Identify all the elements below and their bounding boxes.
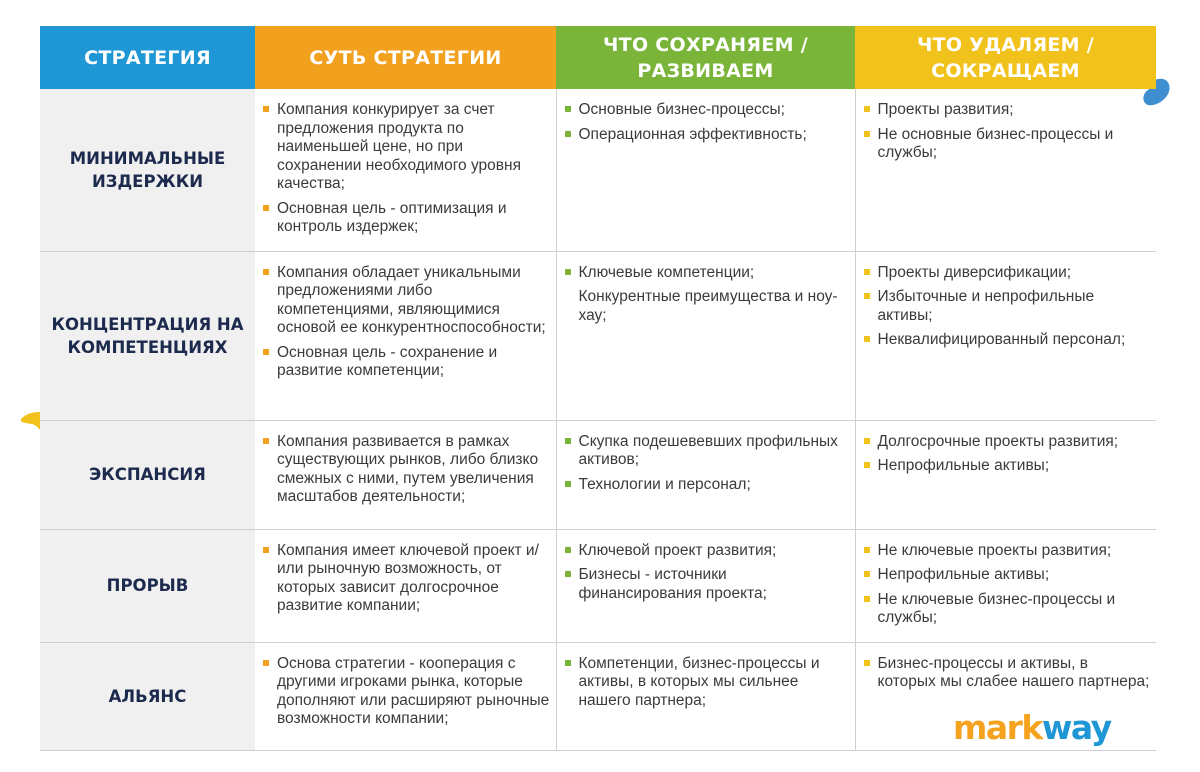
square-bullet-icon — [565, 269, 571, 275]
header-strategy: СТРАТЕГИЯ — [40, 26, 255, 89]
square-bullet-icon — [565, 547, 571, 553]
cell-remove — [855, 251, 1156, 420]
list-item — [864, 126, 1151, 163]
list-item-text: Бизнесы - источники финансирования проекта; — [578, 566, 767, 602]
list-item — [263, 264, 550, 338]
list-item — [565, 433, 849, 470]
list-item-text: Ключевой проект развития; — [578, 541, 777, 559]
cell-keep — [556, 89, 855, 251]
square-bullet-icon — [864, 547, 870, 553]
square-bullet-icon — [864, 293, 870, 299]
list-item-text: Компания имеет ключевой проект и/или рыночную возможность, от которых зависит долгосрочное развитие компании; — [277, 541, 539, 614]
list-item — [263, 542, 550, 616]
square-bullet-icon — [565, 131, 571, 137]
essence-list — [263, 264, 550, 381]
keep-list — [565, 655, 849, 711]
cell-essence — [255, 89, 556, 251]
list-item — [565, 126, 849, 145]
square-bullet-icon — [864, 131, 870, 137]
strategy-row — [40, 89, 1156, 251]
list-item-text: Технологии и персонал; — [578, 475, 751, 493]
list-item — [864, 288, 1151, 325]
strategy-row — [40, 251, 1156, 420]
strategy-name: КОНЦЕНТРАЦИЯ НА КОМПЕТЕНЦИЯХ — [40, 251, 255, 420]
list-item — [565, 655, 849, 711]
cell-keep — [556, 420, 855, 529]
header-essence: СУТЬ СТРАТЕГИИ — [255, 26, 556, 89]
remove-list — [864, 264, 1151, 350]
square-bullet-icon — [864, 660, 870, 666]
essence-list — [263, 542, 550, 616]
list-item — [263, 101, 550, 194]
list-item-text: Компетенции, бизнес-процессы и активы, в которых мы сильнее нашего партнера; — [578, 654, 820, 709]
cell-remove — [855, 529, 1156, 642]
list-item — [864, 433, 1151, 452]
strategy-name: ЭКСПАНСИЯ — [40, 420, 255, 529]
square-bullet-icon — [263, 547, 269, 553]
list-item — [864, 655, 1151, 692]
keep-list — [565, 101, 849, 144]
list-item-text: Неквалифицированный персонал; — [877, 331, 1126, 348]
list-item-text: Основная цель - сохранение и развитие компетенции; — [277, 343, 498, 379]
list-item-text: Скупка подешевевших профильных активов; — [578, 432, 838, 468]
square-bullet-icon — [565, 481, 571, 487]
list-item-text: Конкурентные преимущества и ноу-хау; — [578, 288, 838, 324]
strategy-table — [40, 26, 1156, 751]
list-item — [864, 457, 1151, 476]
remove-list — [864, 655, 1151, 692]
square-bullet-icon — [565, 571, 571, 577]
markway-logo — [953, 708, 1111, 748]
list-item-text: Бизнес-процессы и активы, в которых мы слабее нашего партнера; — [877, 654, 1150, 690]
list-item-text: Непрофильные активы; — [877, 457, 1050, 474]
list-item — [263, 200, 550, 237]
cell-keep — [556, 642, 855, 750]
header-row — [40, 26, 1156, 89]
list-item-text: Основные бизнес-процессы; — [578, 101, 785, 118]
list-item-text: Проекты диверсификации; — [877, 263, 1072, 281]
list-item-text: Компания конкурирует за счет предложения продукта по наименьшей цене, но при сохранении необходимого уровня качества; — [277, 101, 521, 192]
list-item-text: Не основные бизнес-процессы и службы; — [877, 125, 1114, 161]
list-item-text: Основа стратегии - кооперация с другими игроками рынка, которые дополняют или расширяют рыночные возможности компании; — [277, 654, 550, 727]
square-bullet-icon — [263, 205, 269, 211]
square-bullet-icon — [864, 596, 870, 602]
list-item — [864, 566, 1151, 585]
essence-list — [263, 433, 550, 507]
list-item-text: Непрофильные активы; — [877, 566, 1050, 583]
list-item-text: Ключевые компетенции; — [578, 263, 755, 281]
remove-list — [864, 542, 1151, 628]
list-item — [864, 591, 1151, 628]
square-bullet-icon — [864, 336, 870, 342]
keep-list — [565, 433, 849, 495]
list-item-text: Не ключевые бизнес-процессы и службы; — [877, 590, 1116, 626]
square-bullet-icon — [263, 660, 269, 666]
list-item — [263, 433, 550, 507]
square-bullet-icon — [864, 106, 870, 112]
logo-part-mark: mark — [953, 708, 1042, 747]
square-bullet-icon — [263, 438, 269, 444]
list-item — [864, 542, 1151, 561]
list-item — [565, 566, 849, 603]
list-item-text: Не ключевые проекты развития; — [877, 541, 1112, 559]
cell-keep — [556, 529, 855, 642]
square-bullet-icon — [263, 349, 269, 355]
list-item — [864, 331, 1151, 350]
list-item — [565, 476, 849, 495]
square-bullet-icon — [565, 660, 571, 666]
header-remove-reduce: ЧТО УДАЛЯЕМ / СОКРАЩАЕМ — [855, 26, 1156, 89]
logo-part-way: way — [1041, 708, 1111, 747]
strategy-name: МИНИМАЛЬНЫЕ ИЗДЕРЖКИ — [40, 89, 255, 251]
list-item — [864, 101, 1151, 120]
square-bullet-icon — [864, 571, 870, 577]
list-item-text: Проекты развития; — [877, 101, 1014, 118]
list-item-text: Долгосрочные проекты развития; — [877, 432, 1119, 450]
list-item — [565, 264, 849, 283]
list-item-text: Компания развивается в рамках существующих рынков, либо близко смежных с ними, путем увеличения масштабов деятельности; — [277, 432, 539, 505]
header-keep-develop: ЧТО СОХРАНЯЕМ / РАЗВИВАЕМ — [556, 26, 855, 89]
list-item — [864, 264, 1151, 283]
cell-essence — [255, 642, 556, 750]
list-item-text: Избыточные и непрофильные активы; — [877, 288, 1095, 324]
list-item-text: Компания обладает уникальными предложениями либо компетенциями, являющимися основой ее конкурентноспособности; — [277, 263, 546, 336]
cell-essence — [255, 251, 556, 420]
remove-list — [864, 433, 1151, 476]
strategy-row — [40, 420, 1156, 529]
cell-essence — [255, 420, 556, 529]
list-item — [565, 101, 849, 120]
list-item-text: Основная цель - оптимизация и контроль издержек; — [277, 199, 507, 235]
keep-list — [565, 542, 849, 604]
cell-remove — [855, 420, 1156, 529]
square-bullet-icon — [263, 269, 269, 275]
strategy-name: ПРОРЫВ — [40, 529, 255, 642]
cell-essence — [255, 529, 556, 642]
square-bullet-icon — [565, 106, 571, 112]
strategy-row — [40, 529, 1156, 642]
cell-remove — [855, 89, 1156, 251]
essence-list — [263, 655, 550, 729]
essence-list — [263, 101, 550, 237]
list-item — [565, 288, 849, 325]
square-bullet-icon — [263, 106, 269, 112]
square-bullet-icon — [864, 269, 870, 275]
square-bullet-icon — [864, 438, 870, 444]
list-item-text: Операционная эффективность; — [578, 125, 807, 143]
cell-keep — [556, 251, 855, 420]
square-bullet-icon — [565, 438, 571, 444]
strategy-name: АЛЬЯНС — [40, 642, 255, 750]
keep-list — [565, 264, 849, 326]
list-item — [263, 344, 550, 381]
remove-list — [864, 101, 1151, 163]
list-item — [263, 655, 550, 729]
list-item — [565, 542, 849, 561]
square-bullet-icon — [864, 462, 870, 468]
